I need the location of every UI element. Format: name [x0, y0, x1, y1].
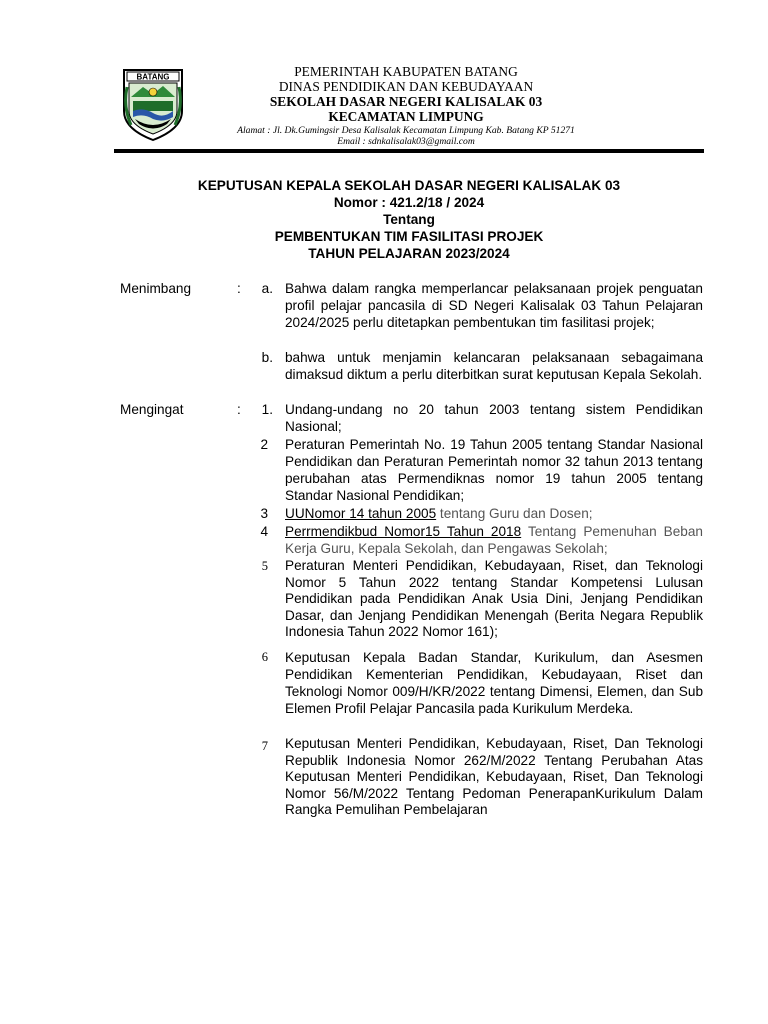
- letterhead-divider: [114, 149, 704, 153]
- batang-regency-logo: [121, 67, 185, 143]
- mengingat-item-5: Peraturan Menteri Pendidikan, Kebudayaan, Riset, dan Teknologi Nomor 5 Tahun 2022 tentang Standar Kompetensi Lulusan Pendidikan pada Pendidikan Anak Usia Dini, Jenjang Pendidikan Dasar, dan Jenjang Pendidikan Menengah (Berita Negara Republik Indonesia Tahun 2022 Nomor 161);: [285, 558, 703, 639]
- menimbang-marker-a: a.: [261, 281, 273, 296]
- letterhead-school: SEKOLAH DASAR NEGERI KALISALAK 03: [269, 94, 543, 109]
- mengingat-item-4-text: Tentang Pemenuhan Beban Kerja Guru, Kepala Sekolah, dan Pengawas Sekolah;: [285, 524, 703, 556]
- mengingat-item-3-text: tentang Guru dan Dosen;: [436, 506, 593, 521]
- letterhead: [190, 64, 622, 147]
- menimbang-label: Menimbang: [120, 281, 192, 296]
- letterhead-address: Alamat : Jl. Dk.Gumingsir Desa Kalisalak Kecamatan Limpung Kab. Batang KP 51271: [237, 125, 575, 136]
- letterhead-department: DINAS PENDIDIKAN DAN KEBUDAYAAN: [278, 79, 534, 94]
- letterhead-government: PEMERINTAH KABUPATEN BATANG: [294, 64, 518, 79]
- mengingat-marker-2: 2: [260, 437, 268, 452]
- decree-title: [114, 177, 704, 262]
- menimbang-colon: :: [237, 281, 241, 296]
- mengingat-item-7: Keputusan Menteri Pendidikan, Kebudayaan, Riset, Dan Teknologi Republik Indonesia Nomor 262/M/2022 Tentang Perubahan Atas Keputusan Menteri Pendidikan, Kebudayaan, Riset, Dan Teknologi Nomor 56/M/2022 Tentang Pedoman PenerapanKurikulum Dalam Rangka Pemulihan Pembelajaran: [285, 736, 703, 817]
- letterhead-district: KECAMATAN LIMPUNG: [328, 109, 484, 124]
- menimbang-item-a: Bahwa dalam rangka memperlancar pelaksanaan projek penguatan profil pelajar pancasila di SD Negeri Kalisalak 03 Tahun Pelajaran 2024/2025 perlu ditetapkan pembentukan tim fasilitasi projek;: [285, 281, 703, 330]
- law-14-2005-link[interactable]: UUNomor 14 tahun 2005: [285, 506, 437, 521]
- menimbang-marker-b: b.: [261, 350, 273, 365]
- mengingat-marker-1: 1.: [261, 402, 273, 417]
- decree-subject: PEMBENTUKAN TIM FASILITASI PROJEK: [274, 229, 544, 244]
- mengingat-item-3: [285, 505, 703, 522]
- mengingat-item-1: Undang-undang no 20 tahun 2003 tentang sistem Pendidikan Nasional;: [285, 402, 703, 434]
- logo-lettering: BATANG: [136, 72, 170, 82]
- mengingat-marker-6: 6: [261, 650, 268, 664]
- mengingat-marker-7: 7: [261, 739, 268, 753]
- mengingat-marker-4: 4: [260, 524, 268, 539]
- decree-number: Nomor : 421.2/18 / 2024: [333, 195, 485, 210]
- mengingat-item-6: Keputusan Kepala Badan Standar, Kurikulum, dan Asesmen Pendidikan Kementerian Pendidikan, Kebudayaan, Riset dan Teknologi Nomor 009/H/KR/2022 tentang Dimensi, Elemen, dan Sub Elemen Profil Pelajar Pancasila pada Kurikulum Merdeka.: [285, 650, 703, 716]
- menimbang-item-b: bahwa untuk menjamin kelancaran pelaksanaan sebagaimana dimaksud diktum a perlu diterbitkan surat keputusan Kepala Sekolah.: [285, 350, 703, 382]
- decree-school-year: TAHUN PELAJARAN 2023/2024: [308, 246, 510, 261]
- mengingat-item-4: [285, 523, 703, 557]
- decree-about: Tentang: [383, 212, 435, 227]
- decree-heading: KEPUTUSAN KEPALA SEKOLAH DASAR NEGERI KALISALAK 03: [197, 178, 621, 193]
- permendikbud-15-2018-link[interactable]: Perrmendikbud Nomor15 Tahun 2018: [285, 524, 522, 539]
- mengingat-label: Mengingat: [120, 402, 184, 417]
- mengingat-marker-3: 3: [260, 506, 268, 521]
- mengingat-item-2: Peraturan Pemerintah No. 19 Tahun 2005 tentang Standar Nasional Pendidikan dan Peraturan Pemerintah nomor 32 tahun 2013 tentang perubahan atas Permendiknas nomor 19 tahun 2005 tentang Standar Nasional Pendidikan;: [285, 437, 703, 503]
- mengingat-colon: :: [237, 402, 241, 417]
- letterhead-email: Email : sdnkalisalak03@gmail.com: [337, 136, 475, 147]
- mengingat-marker-5: 5: [261, 559, 268, 573]
